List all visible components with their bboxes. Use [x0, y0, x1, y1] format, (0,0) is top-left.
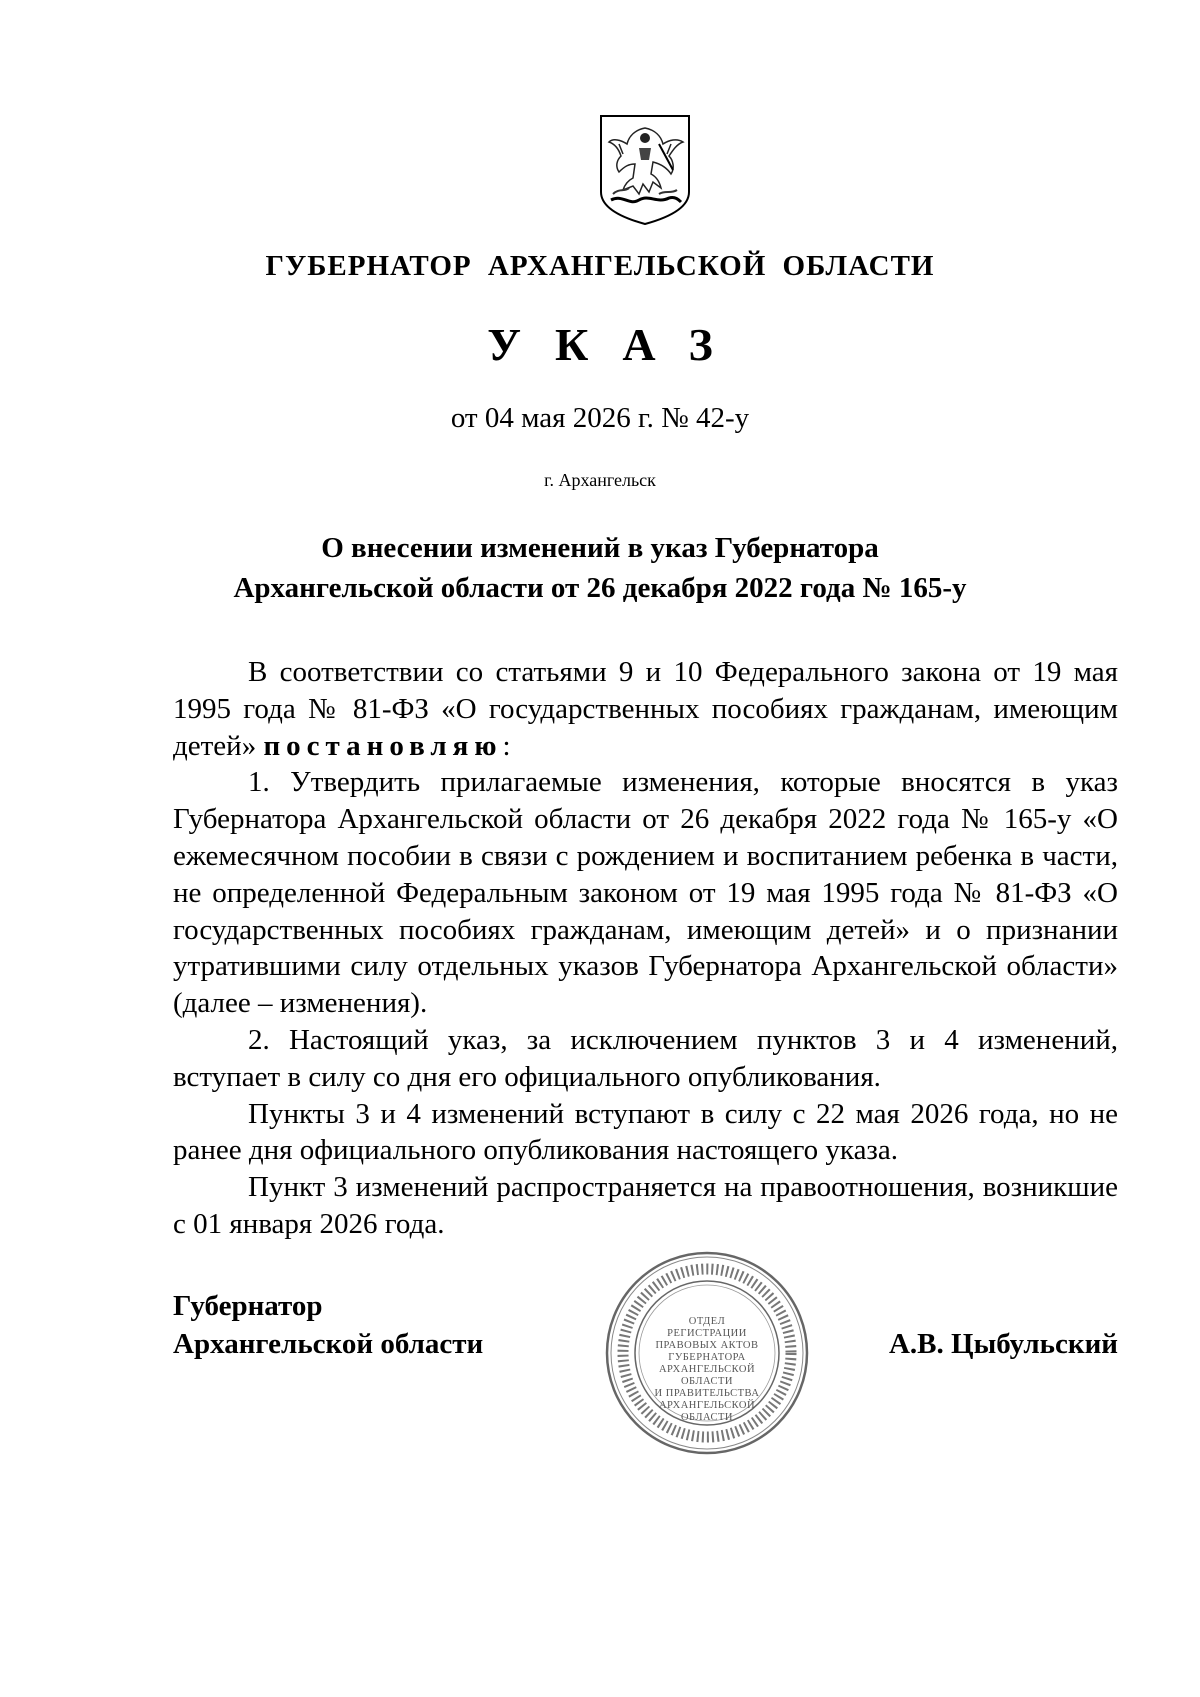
paragraph-item-2: 2. Настоящий указ, за исключением пунктов 3 и 4 изменений, вступает в силу со дня его официального опубликования. — [173, 1023, 1118, 1093]
seal-line: ОТДЕЛ — [688, 1316, 726, 1327]
document-city: г. Архангельск — [544, 470, 656, 490]
document-title-line-2: Архангельской области от 26 декабря 2022 года № 165-у — [233, 572, 967, 604]
signatory-position-line-2: Архангельской области — [173, 1328, 484, 1360]
seal-line: ОБЛАСТИ — [680, 1412, 734, 1423]
paragraph-item-2-effective: Пункты 3 и 4 изменений вступают в силу с 22 мая 2026 года, но не ранее дня официального опубликования настоящего указа. — [173, 1097, 1118, 1167]
seal-line: И ПРАВИТЕЛЬСТВА — [654, 1388, 760, 1399]
decree-colon: : — [502, 729, 511, 762]
preamble-text: В соответствии со статьями 9 и 10 Федерального закона от 19 мая 1995 года № 81-ФЗ «О государственных пособиях гражданам, имеющим детей» — [173, 656, 1118, 762]
signatory-position-line-1: Губернатор — [173, 1290, 323, 1322]
document-body — [173, 654, 1118, 1243]
issuer-heading: ГУБЕРНАТОР АРХАНГЕЛЬСКОЙ ОБЛАСТИ — [265, 250, 935, 282]
signatory-name: А.В. Цыбульский — [888, 1328, 1118, 1360]
document-title — [0, 528, 1200, 608]
seal-line: ГУБЕРНАТОРА — [668, 1352, 746, 1363]
seal-line: ОБЛАСТИ — [680, 1376, 734, 1387]
seal-line: АРХАНГЕЛЬСКОЙ — [658, 1400, 756, 1411]
paragraph-item-1: 1. Утвердить прилагаемые изменения, которые вносятся в указ Губернатора Архангельской области от 26 декабря 2022 года № 165-у «О ежемесячном пособии в связи с рождением и воспитанием ребенка в части, не определенной Федеральным законом от 19 мая 1995 года № 81-ФЗ «О государственных пособиях гражданам, имеющим детей» и о признании утратившими силу отдельных указов Губернатора Архангельской области» (далее – изменения). — [173, 766, 1118, 1020]
seal-line: ПРАВОВЫХ АКТОВ — [655, 1340, 759, 1351]
seal-line: АРХАНГЕЛЬСКОЙ — [658, 1364, 756, 1375]
document-title-line-1: О внесении изменений в указ Губернатора — [321, 532, 879, 564]
decree-word: постановляю — [263, 729, 503, 762]
seal-text — [604, 1316, 810, 1424]
coat-of-arms-icon — [599, 114, 691, 226]
document-date-number: от 04 мая 2026 г. № 42-у — [450, 402, 750, 434]
paragraph-preamble — [173, 654, 1118, 764]
seal-line: РЕГИСТРАЦИИ — [667, 1328, 747, 1339]
signatory-position — [173, 1287, 483, 1363]
document-type: УКАЗ — [487, 319, 747, 370]
paragraph-item-2-scope: Пункт 3 изменений распространяется на правоотношения, возникшие с 01 января 2026 года. — [173, 1171, 1118, 1240]
official-seal-icon — [604, 1250, 810, 1456]
